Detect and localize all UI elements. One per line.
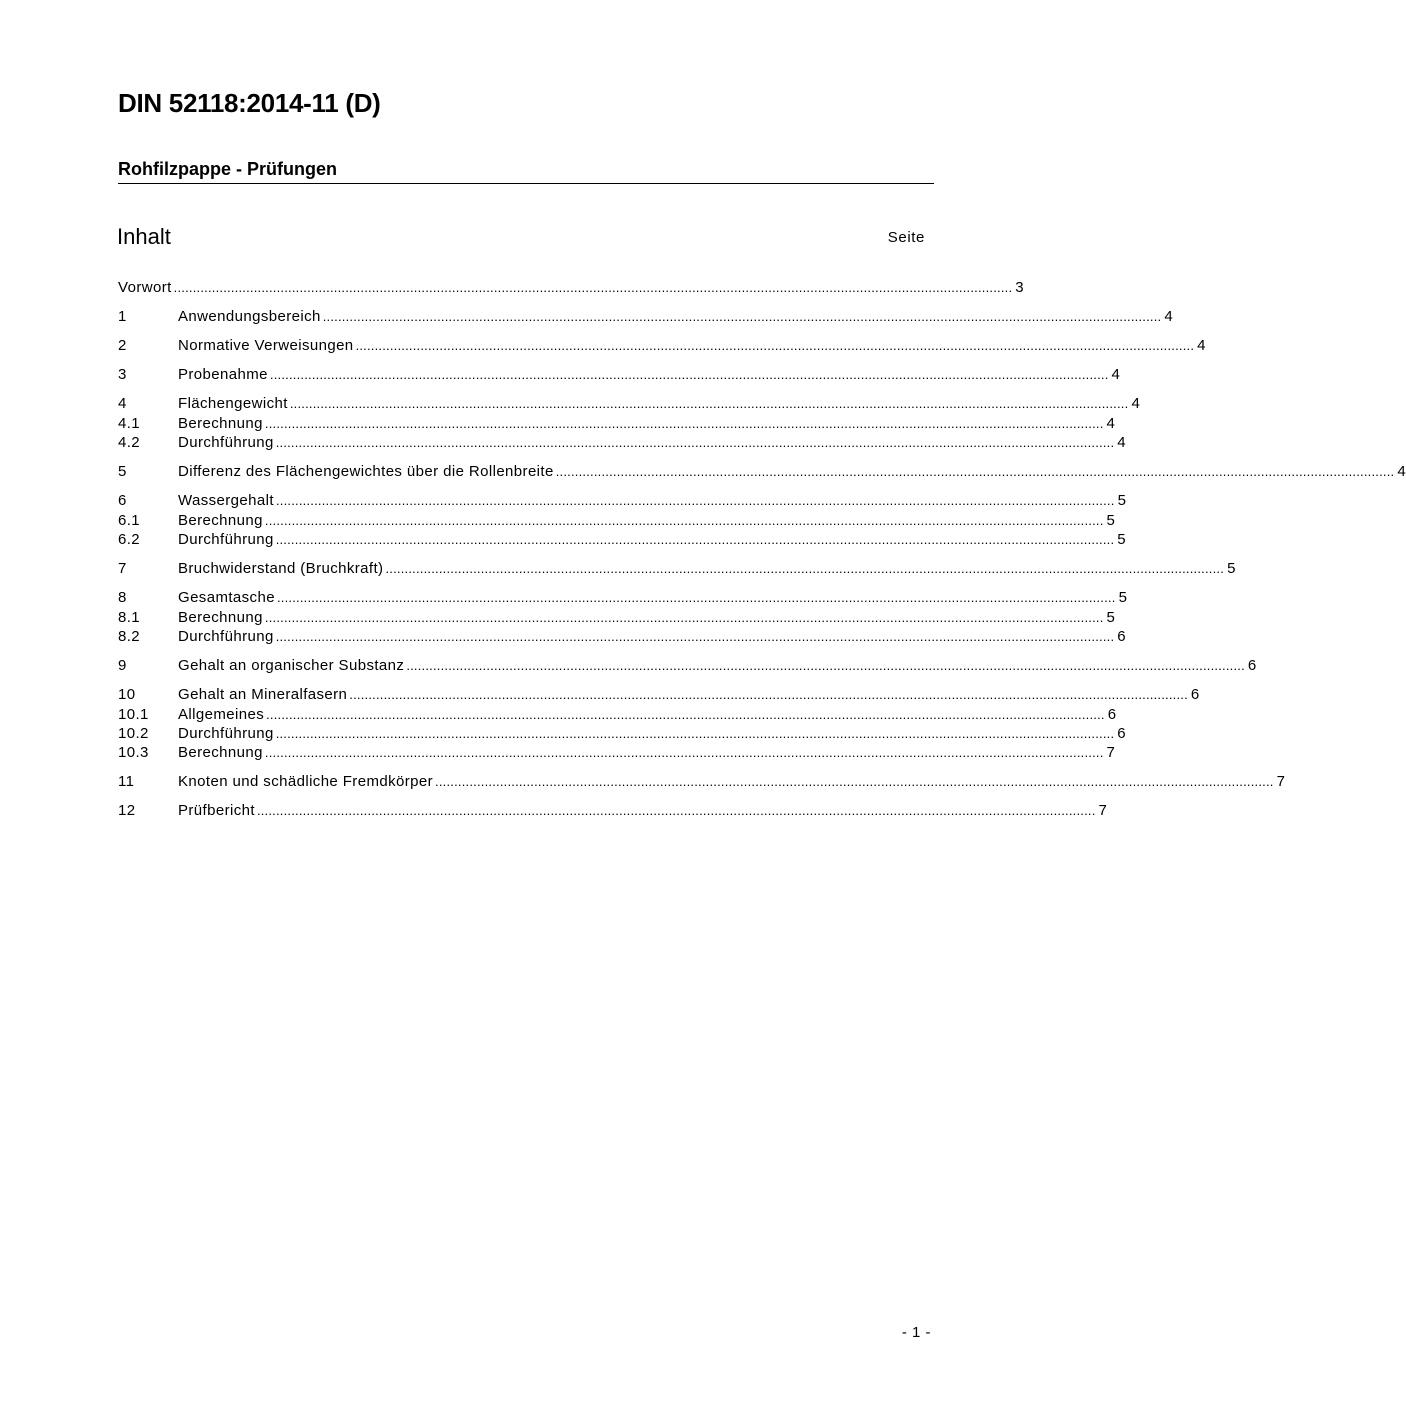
toc-leader: ............................................................................................................................................................................................................................	[264, 745, 1104, 761]
toc-entry[interactable]	[118, 511, 1116, 530]
toc-leader: ............................................................................................................................................................................................................................	[275, 435, 1115, 451]
toc-entry-page: 5	[1227, 560, 1236, 578]
toc-entry-title: Flächengewicht	[178, 395, 288, 413]
toc-entry[interactable]	[118, 772, 1286, 791]
toc-entry-number: 7	[118, 560, 127, 578]
toc-entry-title: Durchführung	[178, 434, 274, 452]
toc-entry[interactable]	[118, 336, 1206, 355]
toc-entry[interactable]	[118, 278, 1025, 297]
toc-entry-title: Berechnung	[178, 608, 263, 626]
toc-entry-page: 6	[1107, 705, 1117, 723]
toc-entry-page: 6	[1247, 657, 1257, 675]
toc-entry-number: 10.3	[118, 744, 149, 762]
toc-leader: ............................................................................................................................................................................................................................	[275, 628, 1115, 644]
toc-entry-number: 4	[118, 395, 127, 413]
toc-entry-title: Knoten und schädliche Fremdkörper	[178, 773, 434, 791]
toc-entry-title: Berechnung	[178, 414, 263, 432]
toc-entry[interactable]	[118, 724, 1127, 743]
toc-entry[interactable]	[118, 491, 1127, 510]
toc-entry-title: Gehalt an Mineralfasern	[178, 686, 348, 704]
toc-leader: ............................................................................................................................................................................................................................	[264, 609, 1104, 625]
toc-entry-title: Wassergehalt	[178, 492, 274, 510]
toc-entry[interactable]	[118, 685, 1200, 704]
toc-entry-title: Berechnung	[178, 744, 263, 762]
toc-entry-page: 7	[1098, 802, 1108, 820]
toc-entry-page: 4	[1117, 434, 1127, 452]
toc-entry-title: Durchführung	[178, 531, 274, 549]
toc-leader: ............................................................................................................................................................................................................................	[275, 532, 1115, 548]
table-of-contents	[118, 278, 1406, 821]
toc-entry-page: 6	[1117, 724, 1127, 742]
toc-leader: ............................................................................................................................................................................................................................	[269, 367, 1109, 383]
toc-leader: ............................................................................................................................................................................................................................	[275, 725, 1115, 741]
toc-entry-page: 5	[1106, 511, 1116, 529]
toc-entry-title: Normative Verweisungen	[178, 337, 354, 355]
toc-entry-page: 4	[1164, 308, 1174, 326]
toc-entry-page: 6	[1117, 627, 1127, 645]
toc-entry-title: Gesamtasche	[178, 589, 275, 607]
toc-leader: ............................................................................................................................................................................................................................	[385, 561, 1225, 577]
toc-entry[interactable]	[118, 627, 1127, 646]
toc-entry-page: 5	[1117, 492, 1127, 510]
toc-entry-page: 4	[1397, 463, 1406, 481]
toc-entry-title: Gehalt an organischer Substanz	[178, 657, 405, 675]
toc-entry-page: 7	[1276, 773, 1286, 791]
toc-entry-number: 1	[118, 308, 127, 326]
toc-entry-page: 3	[1015, 279, 1025, 296]
toc-entry-title: Anwendungsbereich	[178, 308, 321, 326]
toc-leader: ............................................................................................................................................................................................................................	[555, 464, 1395, 480]
toc-entry-number: 2	[118, 337, 127, 355]
toc-leader: ............................................................................................................................................................................................................................	[349, 687, 1188, 703]
toc-entry[interactable]	[118, 462, 1406, 481]
toc-entry-title: Prüfbericht	[178, 802, 255, 820]
toc-entry-number: 8.2	[118, 627, 141, 645]
toc-entry-number: 3	[118, 366, 127, 384]
toc-entry[interactable]	[118, 414, 1116, 433]
toc-entry-title: Durchführung	[178, 627, 274, 645]
toc-entry-page: 5	[1117, 531, 1127, 549]
toc-entry-number: 6.1	[118, 511, 141, 529]
toc-entry-title: Probenahme	[178, 366, 268, 384]
toc-entry[interactable]	[118, 588, 1128, 607]
toc-page-label: Seite	[887, 229, 925, 246]
toc-entry[interactable]	[118, 743, 1116, 762]
toc-leader: ............................................................................................................................................................................................................................	[406, 658, 1245, 674]
toc-entry[interactable]	[118, 433, 1127, 452]
toc-entry-number: 4.2	[118, 434, 141, 452]
toc-entry-title: Vorwort	[118, 279, 172, 296]
toc-leader: ............................................................................................................................................................................................................................	[173, 280, 1013, 295]
toc-leader: ............................................................................................................................................................................................................................	[266, 706, 1105, 722]
toc-entry[interactable]	[118, 705, 1117, 724]
toc-entry[interactable]	[118, 656, 1257, 675]
toc-entry-number: 12	[118, 802, 136, 820]
toc-leader: ............................................................................................................................................................................................................................	[355, 338, 1195, 354]
toc-entry[interactable]	[118, 307, 1174, 326]
toc-leader: ............................................................................................................................................................................................................................	[276, 590, 1116, 606]
toc-entry[interactable]	[118, 530, 1127, 549]
toc-entry-number: 10	[118, 686, 136, 704]
toc-entry[interactable]	[118, 394, 1141, 413]
toc-entry-page: 4	[1131, 395, 1141, 413]
toc-entry-number: 10.2	[118, 724, 149, 742]
toc-entry-number: 8	[118, 589, 127, 607]
toc-leader: ............................................................................................................................................................................................................................	[322, 309, 1162, 325]
document-subtitle: Rohfilzpappe - Prüfungen	[118, 159, 934, 184]
toc-leader: ............................................................................................................................................................................................................................	[256, 803, 1096, 819]
toc-leader: ............................................................................................................................................................................................................................	[289, 396, 1129, 412]
toc-entry-page: 4	[1111, 366, 1121, 384]
toc-entry-number: 4.1	[118, 414, 141, 432]
toc-entry-number: 10.1	[118, 705, 149, 723]
document-title: DIN 52118:2014-11 (D)	[118, 88, 381, 118]
toc-leader: ............................................................................................................................................................................................................................	[264, 512, 1104, 528]
footer-page-number: - 1 -	[901, 1324, 931, 1341]
toc-entry-page: 4	[1197, 337, 1206, 355]
toc-entry-number: 6.2	[118, 531, 141, 549]
toc-entry-title: Allgemeines	[178, 705, 265, 723]
toc-leader: ............................................................................................................................................................................................................................	[264, 415, 1104, 431]
toc-entry[interactable]	[118, 608, 1116, 627]
toc-entry-page: 4	[1106, 414, 1116, 432]
toc-entry[interactable]	[118, 801, 1108, 820]
toc-entry-title: Berechnung	[178, 511, 263, 529]
toc-entry-number: 5	[118, 463, 127, 481]
toc-entry-page: 5	[1106, 608, 1116, 626]
toc-entry-number: 6	[118, 492, 127, 510]
toc-leader: ............................................................................................................................................................................................................................	[435, 774, 1274, 790]
toc-entry-number: 8.1	[118, 608, 141, 626]
toc-heading: Inhalt	[117, 224, 171, 249]
toc-entry-title: Bruchwiderstand (Bruchkraft)	[178, 560, 384, 578]
toc-entry[interactable]	[118, 559, 1236, 578]
toc-entry-page: 6	[1190, 686, 1200, 704]
toc-entry-number: 9	[118, 657, 127, 675]
toc-entry-title: Durchführung	[178, 724, 274, 742]
toc-entry[interactable]	[118, 365, 1121, 384]
toc-entry-number: 11	[118, 773, 135, 791]
toc-leader: ............................................................................................................................................................................................................................	[275, 493, 1115, 509]
toc-entry-page: 5	[1118, 589, 1128, 607]
toc-entry-page: 7	[1106, 744, 1116, 762]
toc-entry-title: Differenz des Flächengewichtes über die Rollenbreite	[178, 463, 554, 481]
